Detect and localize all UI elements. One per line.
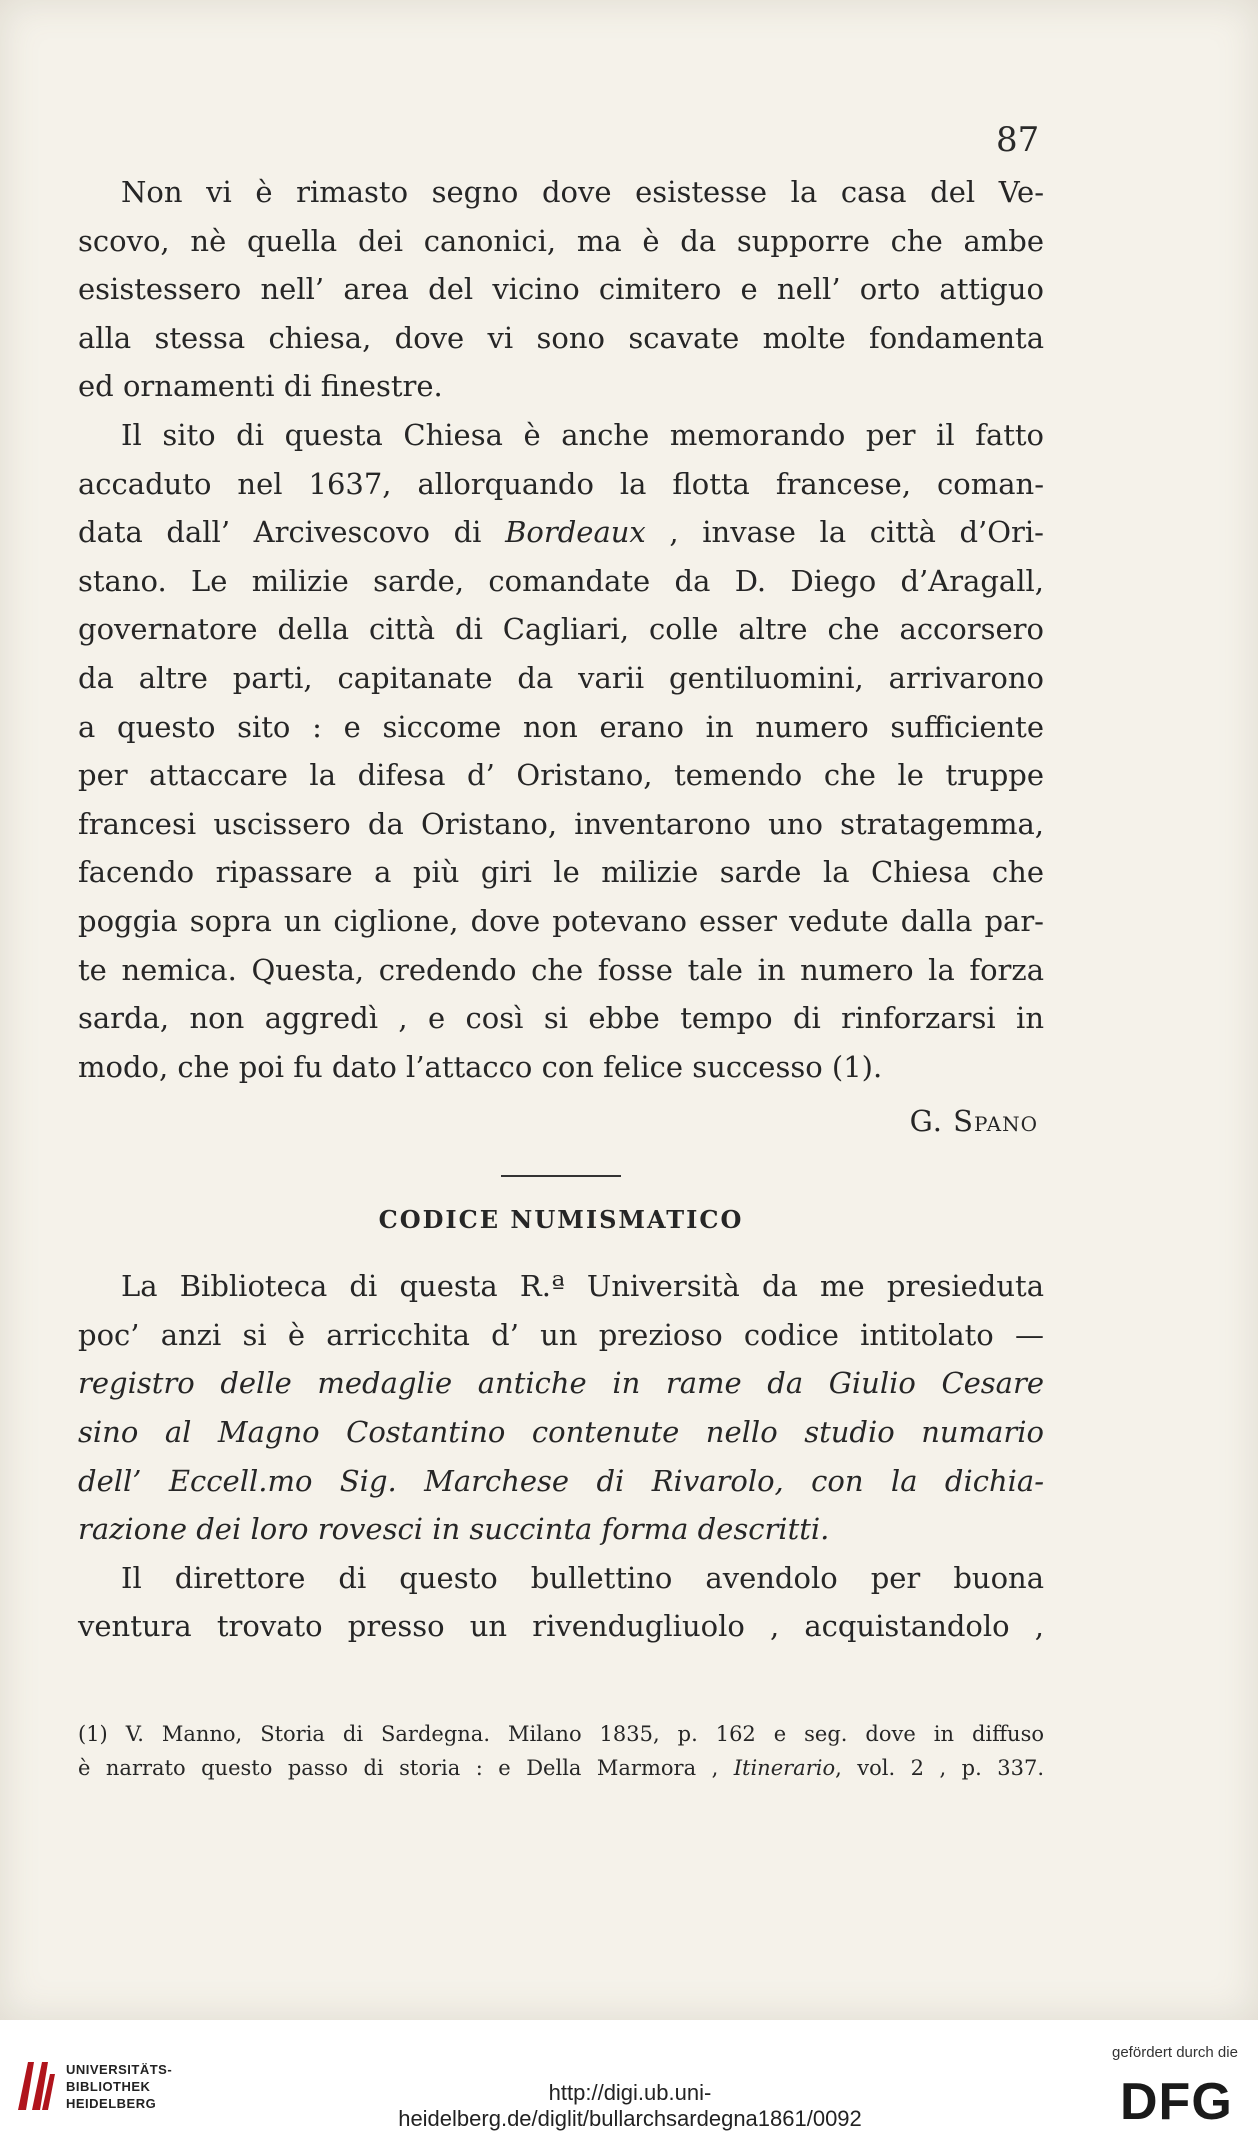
text-line: modo, che poi fu dato l’attacco con felice successo (1). [78, 1049, 883, 1084]
text-line: alla stessa chiesa, dove vi sono scavate molte fondamenta [78, 320, 1044, 355]
text-line: stano. Le milizie sarde, comandate da D. Diego d’Aragall, [78, 563, 1044, 598]
section-heading: CODICE NUMISMATICO [378, 1205, 744, 1235]
dfg-logo: DFG [1120, 2073, 1233, 2131]
codex-title-line: dell’ Eccell.mo Sig. Marchese di Rivarolo, con la dichia- [78, 1463, 1044, 1498]
text-line: ed ornamenti di finestre. [78, 369, 443, 404]
text-segment: è narrato questo passo di storia : e Della Marmora , [78, 1756, 734, 1780]
page-number: 87 [996, 120, 1040, 160]
library-name [66, 2061, 172, 2112]
paragraph-3 [78, 1262, 1044, 1554]
library-name-line: UNIVERSITÄTS- [66, 2062, 173, 2077]
text-line: poc’ anzi si è arricchita d’ un prezioso codice intitolato — [78, 1317, 1044, 1352]
codex-title-line: sino al Magno Costantino contenute nello studio numario [78, 1415, 1044, 1450]
section-divider [501, 1175, 621, 1177]
text-segment: data dall’ Arcivescovo di [78, 515, 506, 550]
codex-title-line: registro delle medaglie antiche in rame da Giulio Cesare [78, 1366, 1044, 1401]
text-line: Il sito di questa Chiesa è anche memorando per il fatto [121, 417, 1044, 452]
signature-text: G. Spano [909, 1104, 1038, 1139]
text-line: facendo ripassare a più giri le milizie sarde la Chiesa che [78, 855, 1044, 890]
paragraph-1 [78, 168, 1044, 411]
digitization-footer [0, 2020, 1258, 2135]
text-line: francesi uscissero da Oristano, inventarono uno stratagemma, [78, 806, 1044, 841]
text-line: per attaccare la difesa d’ Oristano, temendo che le truppe [78, 758, 1044, 793]
text-line: accaduto nel 1637, allorquando la flotta francese, coman- [78, 466, 1044, 501]
library-name-line: BIBLIOTHEK [66, 2079, 151, 2094]
text-line: a questo sito : e siccome non erano in numero sufficiente [78, 709, 1044, 744]
text-line: sarda, non aggredì , e così si ebbe tempo di rinforzarsi in [78, 1001, 1044, 1036]
text-segment: , vol. 2 , p. 337. [835, 1756, 1044, 1780]
footnote-line: (1) V. Manno, Storia di Sardegna. Milano 1835, p. 162 e seg. dove in diffuso [78, 1722, 1044, 1746]
author-signature [78, 1097, 1044, 1145]
paragraph-2 [78, 411, 1044, 1091]
text-segment: , invase la città d’Ori- [645, 515, 1044, 550]
text-line: esistessero nell’ area del vicino cimitero e nell’ orto attiguo [78, 272, 1044, 307]
text-line: governatore della città di Cagliari, colle altre che accorsero [78, 612, 1044, 647]
text-line: scovo, nè quella dei canonici, ma è da supporre che ambe [78, 223, 1044, 258]
text-line: poggia sopra un ciglione, dove potevano esser vedute dalla par- [78, 903, 1044, 938]
footnote-line [78, 1751, 1044, 1785]
work-title: Itinerario [733, 1756, 836, 1780]
text-line: te nemica. Questa, credendo che fosse tale in numero la forza [78, 952, 1044, 987]
permalink-url[interactable]: http://digi.ub.uni-heidelberg.de/diglit/bullarchsardegna1861/0092 [398, 2080, 862, 2131]
text-line: La Biblioteca di questa R.ª Università da me presieduta [121, 1269, 1044, 1304]
place-name: Bordeaux [505, 515, 646, 550]
body-text [78, 168, 1044, 1651]
text-line: Non vi è rimasto segno dove esistesse la casa del Ve- [121, 175, 1044, 209]
text-line: da altre parti, capitanate da varii gentiluomini, arrivarono [78, 660, 1044, 695]
library-name-line: HEIDELBERG [66, 2096, 157, 2111]
paragraph-4 [78, 1554, 1044, 1651]
library-logo-icon [12, 2056, 58, 2114]
footnote [78, 1717, 1044, 1785]
funding-note: gefördert durch die [1112, 2044, 1238, 2061]
text-line: ventura trovato presso un rivendugliuolo , acquistandolo , [78, 1609, 1044, 1644]
codex-title-line: razione dei loro rovesci in succinta forma descritti. [78, 1512, 830, 1547]
text-line-mixed [78, 508, 1044, 557]
text-line: Il direttore di questo bullettino avendolo per buona [121, 1560, 1044, 1595]
